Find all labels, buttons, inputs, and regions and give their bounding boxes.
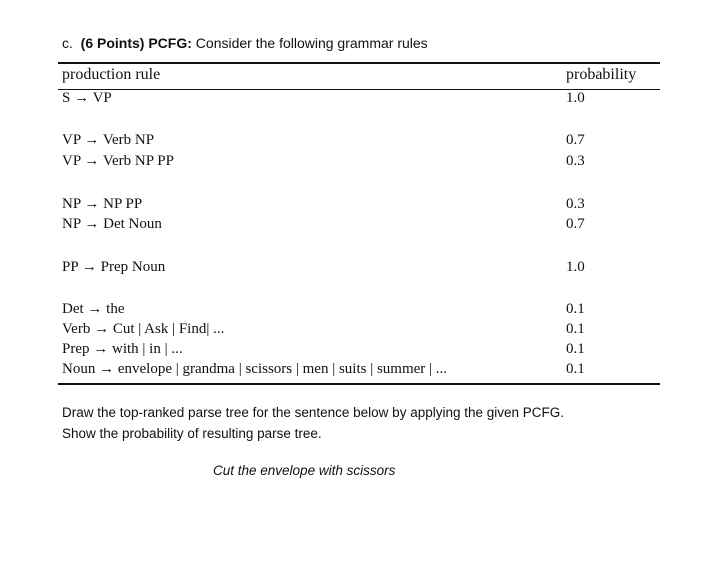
production-rule: NP → NP PP bbox=[62, 196, 143, 212]
table-row bbox=[58, 259, 660, 279]
instructions bbox=[62, 402, 682, 444]
table-row bbox=[58, 90, 660, 110]
table-row bbox=[58, 321, 660, 341]
table-bottom-rule bbox=[58, 383, 660, 385]
production-rule: NP → Det Noun bbox=[62, 216, 162, 232]
table-row bbox=[58, 341, 660, 361]
production-rule: VP → Verb NP bbox=[62, 132, 155, 148]
rule-probability: 0.3 bbox=[566, 196, 585, 212]
question-title bbox=[62, 35, 428, 51]
header-production-rule: production rule bbox=[62, 66, 161, 83]
instruction-line-2: Show the probability of resulting parse tree. bbox=[62, 426, 322, 441]
table-row bbox=[58, 196, 660, 216]
production-rule: S → VP bbox=[62, 90, 112, 106]
table-top-rule bbox=[58, 62, 660, 64]
rule-probability: 0.1 bbox=[566, 341, 585, 357]
rule-probability: 0.7 bbox=[566, 216, 585, 232]
production-rule: Verb → Cut | Ask | Find| ... bbox=[62, 321, 225, 337]
rule-probability: 0.7 bbox=[566, 132, 585, 148]
question-intro: Consider the following grammar rules bbox=[195, 35, 428, 51]
rule-probability: 0.3 bbox=[566, 153, 585, 169]
production-rule: VP → Verb NP PP bbox=[62, 153, 174, 169]
production-rule: Noun → envelope | grandma | scissors | men | suits | summer | ... bbox=[62, 361, 448, 377]
production-rule: Prep → with | in | ... bbox=[62, 341, 183, 357]
target-sentence: Cut the envelope with scissors bbox=[213, 463, 396, 478]
table-row bbox=[58, 301, 660, 321]
table-row bbox=[58, 361, 660, 381]
header-probability: probability bbox=[566, 66, 637, 83]
table-row bbox=[58, 216, 660, 236]
rule-probability: 0.1 bbox=[566, 361, 585, 377]
question-prefix: c. bbox=[62, 35, 73, 51]
rule-probability: 0.1 bbox=[566, 321, 585, 337]
question-points: (6 Points) PCFG: bbox=[80, 35, 192, 51]
rule-probability: 1.0 bbox=[566, 90, 585, 106]
instruction-line-1: Draw the top-ranked parse tree for the sentence below by applying the given PCFG. bbox=[62, 405, 565, 420]
production-rule: PP → Prep Noun bbox=[62, 259, 166, 275]
table-row bbox=[58, 153, 660, 173]
table-row bbox=[58, 132, 660, 152]
rule-probability: 0.1 bbox=[566, 301, 585, 317]
grammar-table bbox=[58, 62, 660, 386]
rule-probability: 1.0 bbox=[566, 259, 585, 275]
production-rule: Det → the bbox=[62, 301, 125, 317]
